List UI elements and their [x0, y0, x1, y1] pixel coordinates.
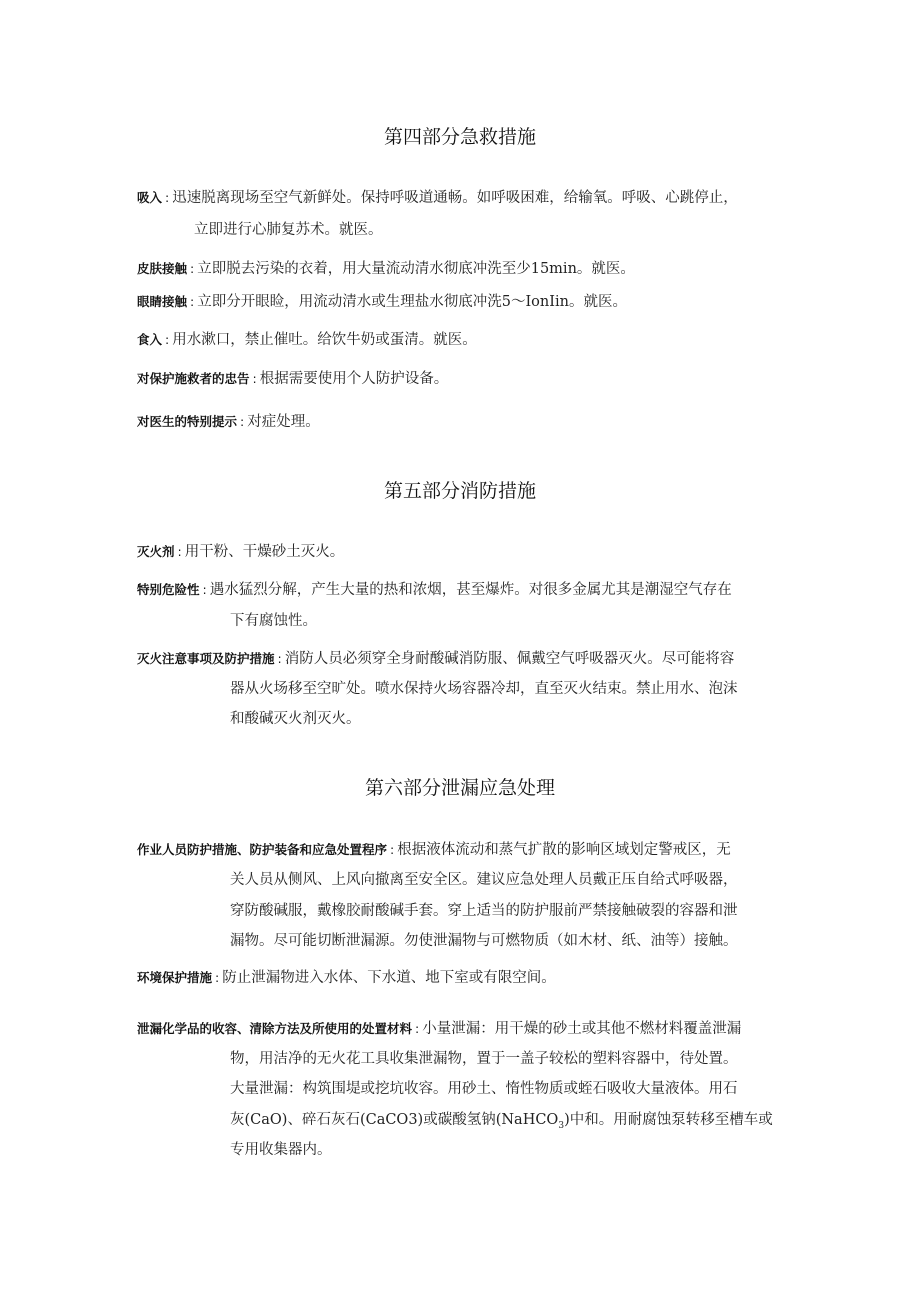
ingestion-text: 用水漱口，禁止催吐。给饮牛奶或蛋清。就医。	[172, 332, 477, 348]
precautions-text-cont-1: 器从火场移至空旷处。喷水保持火场容器冷却，直至灭火结束。禁止用水、泡沫	[230, 681, 738, 697]
hazard-text: 遇水猛烈分解，产生大量的热和浓烟，甚至爆炸。对很多金属尤其是潮湿空气存在	[209, 582, 732, 598]
agent-label: 灭火剂	[137, 544, 175, 559]
separator: :	[165, 190, 170, 205]
personnel-label: 作业人员防护措施、防护装备和应急处置程序	[137, 842, 388, 857]
separator: :	[215, 970, 220, 985]
agent-text: 用干粉、干燥砂土灭火。	[184, 544, 345, 560]
separator: :	[415, 1021, 420, 1036]
environment-label: 环境保护措施	[137, 970, 213, 985]
hazard-label: 特别危险性	[137, 582, 200, 597]
precautions-text: 消防人员必须穿全身耐酸碱消防服、佩戴空气呼吸器灭火。尽可能将容	[284, 651, 735, 667]
cleanup-formula-b: )中和。用耐腐蚀泵转移至槽车或	[564, 1112, 773, 1128]
cleanup-formula-a: 灰(CaO)、碎石灰石(CaCO3)或碳酸氢钠(NaHCO	[230, 1112, 559, 1128]
inhalation-text: 迅速脱离现场至空气新鲜处。保持呼吸道通畅。如呼吸困难，给输氧。呼吸、心跳停止，	[172, 190, 738, 206]
separator: :	[390, 842, 395, 857]
rescuer-row	[137, 364, 448, 394]
separator: :	[165, 332, 170, 347]
cleanup-text: 小量泄漏：用干燥的砂土或其他不燃材料覆盖泄漏	[422, 1021, 742, 1037]
personnel-text-cont-2: 穿防酸碱服，戴橡胶耐酸碱手套。穿上适当的防护服前严禁接触破裂的容器和泄	[230, 903, 738, 919]
cleanup-text-cont-4: 专用收集器内。	[230, 1142, 332, 1158]
separator: :	[202, 582, 207, 597]
eyes-text: 立即分开眼睑，用流动清水或生理盐水彻底冲洗5～IonIin。就医。	[197, 294, 627, 310]
precautions-label: 灭火注意事项及防护措施	[137, 651, 275, 666]
precautions-row	[137, 644, 734, 674]
doctor-text: 对症处理。	[247, 414, 320, 430]
section-4-title: 第四部分急救措施	[383, 126, 536, 148]
cleanup-text-cont-2: 大量泄漏：构筑围堤或挖坑收容。用砂土、惰性物质或蛭石吸收大量液体。用石	[230, 1081, 738, 1097]
separator: :	[277, 651, 282, 666]
separator: :	[190, 261, 195, 276]
doctor-label: 对医生的特别提示	[137, 414, 238, 429]
separator: :	[240, 414, 245, 429]
ingestion-row	[137, 325, 477, 355]
ingestion-label: 食入	[137, 332, 163, 347]
cleanup-label: 泄漏化学品的收容、清除方法及所使用的处置材料	[137, 1021, 413, 1036]
personnel-row	[137, 835, 731, 865]
personnel-text-cont-1: 关人员从侧风、上风向撤离至安全区。建议应急处理人员戴正压自给式呼吸器，	[230, 872, 738, 888]
hazard-row	[137, 575, 732, 605]
environment-text: 防止泄漏物进入水体、下水道、地下室或有限空间。	[222, 970, 556, 986]
hazard-text-cont: 下有腐蚀性。	[230, 613, 317, 629]
personnel-text-cont-3: 漏物。尽可能切断泄漏源。勿使泄漏物与可燃物质（如木材、纸、油等）接触。	[230, 933, 738, 949]
section-6-title: 第六部分泄漏应急处理	[364, 777, 555, 799]
separator: :	[177, 544, 182, 559]
rescuer-label: 对保护施救者的忠告	[137, 371, 250, 386]
separator: :	[252, 371, 257, 386]
inhalation-text-cont: 立即进行心肺复苏术。就医。	[194, 222, 383, 238]
cleanup-formula-sub: 3	[558, 1120, 565, 1131]
skin-label: 皮肤接触	[137, 261, 188, 276]
cleanup-row	[137, 1014, 741, 1044]
precautions-text-cont-2: 和酸碱灭火剂灭火。	[230, 711, 361, 727]
skin-text: 立即脱去污染的衣着，用大量流动清水彻底冲洗至少15min。就医。	[197, 261, 635, 277]
separator: :	[190, 294, 195, 309]
section-5-title: 第五部分消防措施	[383, 480, 536, 502]
skin-row	[137, 254, 635, 284]
inhalation-label: 吸入	[137, 190, 163, 205]
cleanup-text-cont-1: 物，用洁净的无火花工具收集泄漏物，置于一盖子较松的塑料容器中，待处置。	[230, 1051, 738, 1067]
eyes-row	[137, 287, 627, 317]
rescuer-text: 根据需要使用个人防护设备。	[259, 371, 449, 387]
eyes-label: 眼睛接触	[137, 294, 188, 309]
agent-row	[137, 537, 344, 567]
doctor-row	[137, 407, 320, 437]
inhalation-row	[137, 183, 738, 213]
personnel-text: 根据液体流动和蒸气扩散的影响区域划定警戒区，无	[397, 842, 731, 858]
environment-row	[137, 963, 556, 993]
